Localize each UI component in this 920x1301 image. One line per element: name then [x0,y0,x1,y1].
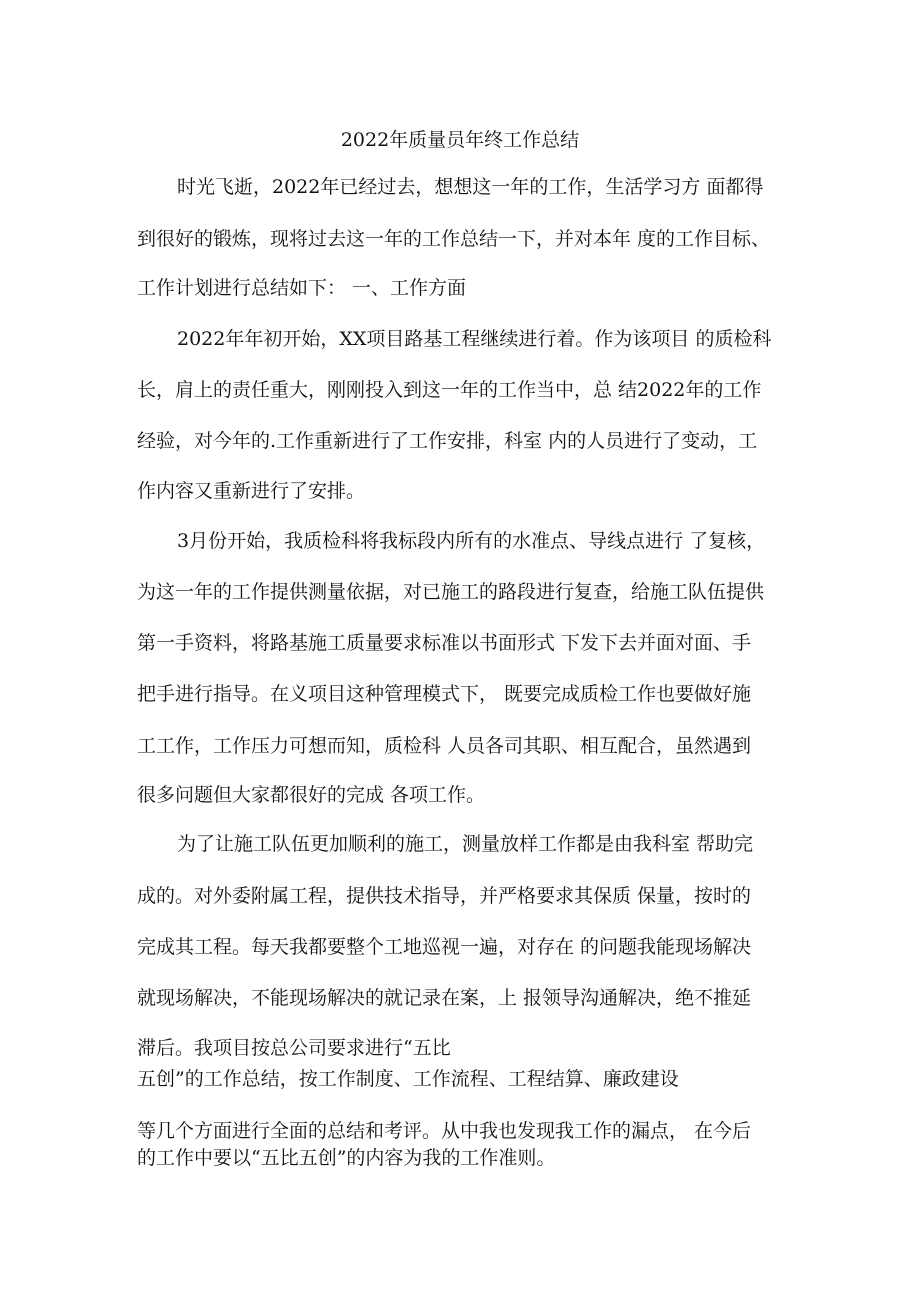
paragraph-line: 长，肩上的责任重大，刚刚投入到这一年的工作当中，总 结2022年的工作 [137,379,762,401]
paragraph-line: 为了让施工队伍更加顺利的施工，测量放样工作都是由我科室 帮助完 [177,833,754,855]
paragraph-line: 经验，对今年的.工作重新进行了工作安排，科室 内的人员进行了变动，工 [137,430,758,452]
paragraph-line: 工工作，工作压力可想而知，质检科 人员各司其职、相互配合，虽然遇到 [137,735,752,757]
paragraph-line: 时光飞逝，2022年已经过去，想想这一年的工作，生活学习方 面都得 [177,176,764,198]
paragraph-line: 作内容又重新进行了安排。 [137,480,366,502]
paragraph-line: 很多问题但大家都很好的完成 各项工作。 [137,784,486,806]
paragraph-line: 完成其工程。每天我都要整个工地巡视一遍，对存在 的问题我能现场解决 [137,936,752,958]
paragraph-line: 的工作中要以“五比五创”的内容为我的工作准则。 [137,1147,556,1169]
paragraph-line: 把手进行指导。在义项目这种管理模式下， 既要完成质检工作也要做好施 [137,683,752,705]
paragraph-line: 就现场解决，不能现场解决的就记录在案，上 报领导沟通解决，绝不推延 [137,987,752,1009]
paragraph-line: 等几个方面进行全面的总结和考评。从中我也发现我工作的漏点， 在今后 [137,1120,752,1142]
paragraph-line: 五创”的工作总结，按工作制度、工作流程、工程结算、廉政建设 [137,1068,679,1090]
paragraph-line: 2022年年初开始，XX项目路基工程继续进行着。作为该项目 的质检科 [177,328,772,350]
document-title: 2022年质量员年终工作总结 [340,129,580,151]
paragraph-line: 工作计划进行总结如下： 一、工作方面 [137,277,467,299]
paragraph-line: 第一手资料，将路基施工质量要求标准以书面形式 下发下去并面对面、手 [137,632,752,654]
paragraph-line: 成的。对外委附属工程，提供技术指导，并严格要求其保质 保量，按时的 [137,885,752,907]
paragraph-line: 到很好的锻炼，现将过去这一年的工作总结一下，并对本年 度的工作目标、 [137,228,771,250]
paragraph-line: 3月份开始，我质检科将我标段内所有的水准点、导线点进行 了复核， [177,530,766,552]
paragraph-line: 滞后。我项目按总公司要求进行“五比 [137,1037,451,1059]
paragraph-line: 为这一年的工作提供测量依据，对已施工的路段进行复查，给施工队伍提供 [137,581,765,603]
